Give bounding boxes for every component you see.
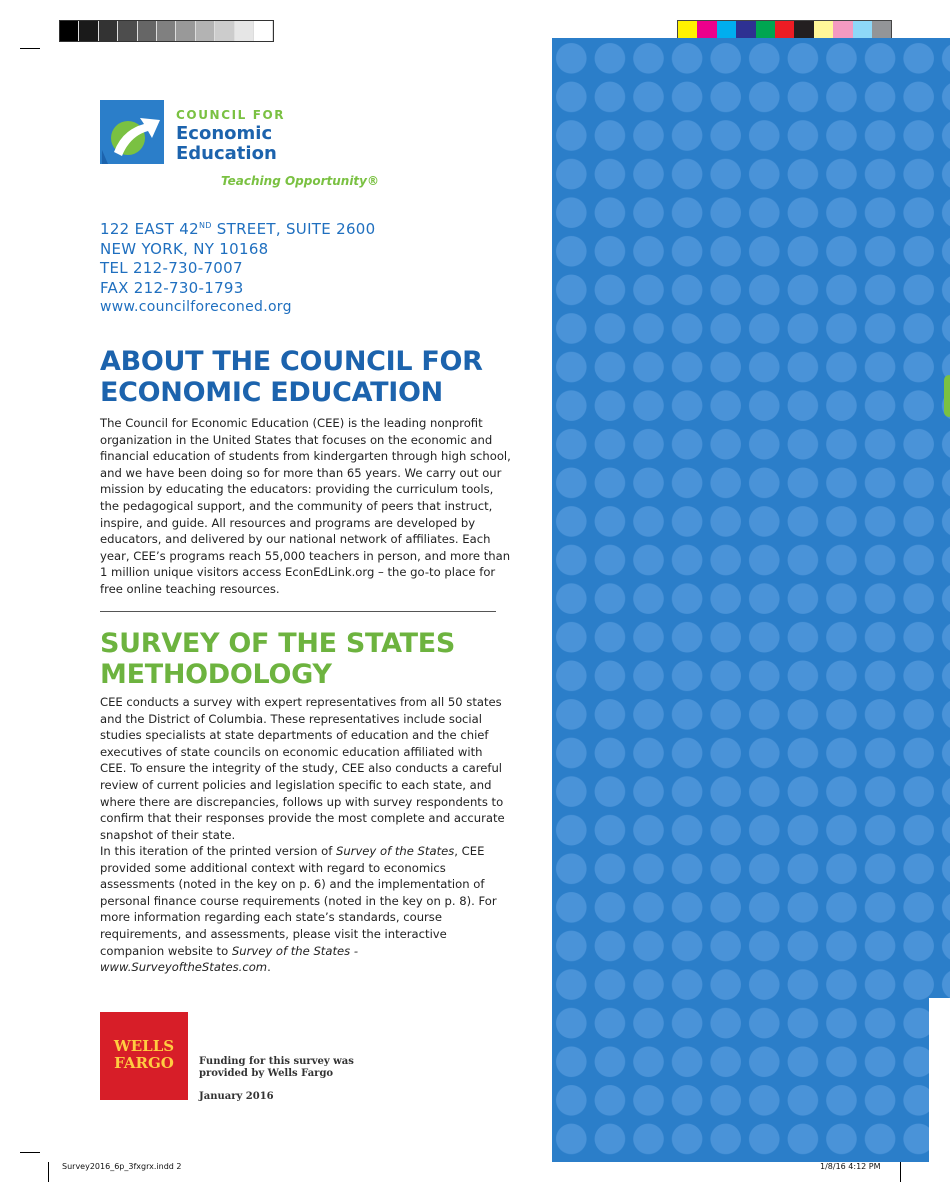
gray-swatch — [118, 21, 137, 41]
slug-timestamp: 1/8/16 4:12 PM — [820, 1162, 881, 1171]
logo-line-education: Education — [176, 143, 277, 164]
crop-mark — [48, 1162, 49, 1182]
logo-line-council: COUNCIL FOR — [176, 108, 286, 122]
about-heading-line: ECONOMIC EDUCATION — [100, 377, 443, 408]
street-suite: STREET, SUITE 2600 — [211, 220, 376, 238]
logo-tagline: Teaching Opportunity® — [221, 174, 379, 188]
slug-filename: Survey2016_6p_3fxgrx.indd 2 — [62, 1162, 182, 1171]
logo-line-economic: Economic — [176, 123, 273, 144]
funding-line: provided by Wells Fargo — [199, 1068, 334, 1079]
website-link[interactable]: www.councilforeconed.org — [100, 299, 292, 315]
gray-swatch — [138, 21, 157, 41]
section-divider — [100, 611, 496, 612]
street-line — [100, 216, 375, 240]
cee-logo-icon — [100, 100, 164, 164]
publication-title: Survey of the States — [335, 844, 455, 858]
gray-swatch — [79, 21, 98, 41]
about-heading-line: ABOUT THE COUNCIL FOR — [100, 346, 483, 377]
methodology-heading — [100, 628, 455, 690]
gray-swatch — [176, 21, 195, 41]
arrow-emblem-icon — [100, 100, 164, 164]
wells-fargo-wordmark — [100, 1038, 188, 1072]
street-number: 122 EAST 42 — [100, 220, 199, 238]
crop-mark — [20, 1152, 40, 1153]
companion-website-link[interactable]: Survey of the States - www.SurveyoftheStates.com — [100, 943, 359, 975]
gray-swatch — [254, 21, 273, 41]
gray-swatch — [157, 21, 176, 41]
gray-swatch — [215, 21, 234, 41]
body-text: In this iteration of the printed version of — [100, 844, 336, 858]
dotted-blue-panel — [552, 38, 950, 1162]
telephone: TEL 212-730-7007 — [100, 259, 243, 277]
funding-line: Funding for this survey was — [199, 1056, 354, 1067]
wordmark-line: FARGO — [114, 1054, 174, 1072]
wells-fargo-logo — [100, 1012, 188, 1100]
gray-swatch — [196, 21, 215, 41]
gray-swatch — [99, 21, 118, 41]
methodology-heading-line: METHODOLOGY — [100, 659, 332, 690]
fax: FAX 212-730-1793 — [100, 278, 244, 297]
body-text: . — [267, 960, 271, 975]
crop-mark — [20, 48, 40, 49]
methodology-body-2 — [100, 843, 512, 976]
logo-name — [176, 124, 277, 164]
panel-notch — [929, 998, 950, 1162]
methodology-body: CEE conducts a survey with expert representatives from all 50 states and the District of Columbia. These representatives include social studies specialists at state departments of education and the chief executives of state councils on economic education affiliated with CEE. To ensure the integrity of the study, CEE also conducts a careful review of current policies and legislation specific to each state, and where there are discrepancies, follows up with survey respondents to confirm that their responses provide the most complete and accurate snapshot of their state. — [100, 695, 505, 842]
methodology-heading-line: SURVEY OF THE STATES — [100, 628, 455, 659]
contact-address — [100, 216, 375, 318]
city-line: NEW YORK, NY 10168 — [100, 239, 269, 258]
about-body: The Council for Economic Education (CEE) is the leading nonprofit organization in the United States that focuses on the economic and financial education of students from kindergarten through high school, and we have been doing so for more than 65 years. We carry out our mission by educating the educators: providing the curriculum tools, the pedagogical support, and the community of peers that instruct, inspire, and guide. All resources and programs are developed by educators, and delivered by our national network of affiliates. Each year, CEE’s programs reach 55,000 teachers in person, and more than 1 million unique visitors access EconEdLink.org – the go-to place for free online teaching resources. — [100, 416, 511, 596]
gray-swatch — [60, 21, 79, 41]
wordmark-line: WELLS — [113, 1037, 175, 1055]
publication-date: January 2016 — [199, 1091, 274, 1102]
grayscale-calibration-bar — [59, 20, 274, 42]
street-ordinal: ND — [198, 221, 212, 230]
crop-mark — [900, 1162, 901, 1182]
body-text: , CEE provided some additional context with regard to economics assessments (noted in the key on p. 6) and the implementation of personal finance course requirements (noted in the key on p. 8). For more information regarding each state’s standards, course requirements, and assessments, please visit the interactive companion website to — [100, 844, 497, 958]
green-edge-shape — [944, 375, 950, 417]
gray-swatch — [235, 21, 254, 41]
funding-note — [199, 1056, 354, 1080]
about-heading — [100, 346, 483, 408]
